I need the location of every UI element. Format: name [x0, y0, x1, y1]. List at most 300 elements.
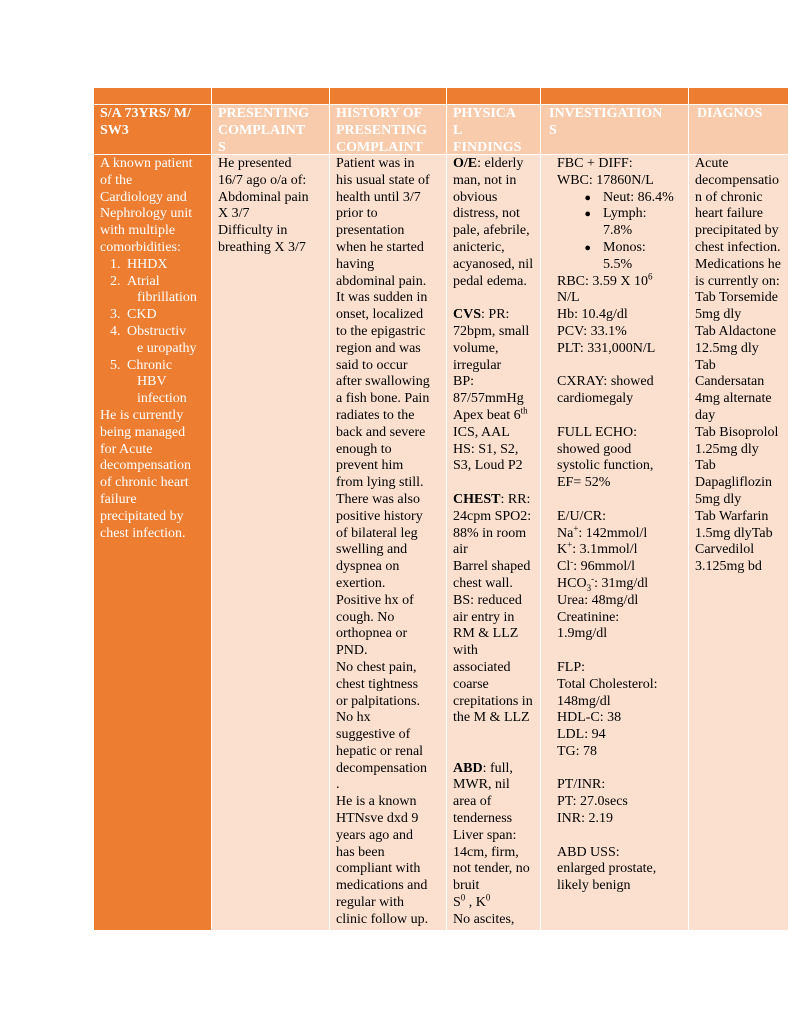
text-line — [557, 845, 682, 862]
text-line — [453, 542, 534, 559]
text-line — [336, 324, 440, 341]
line-text: FULL ECHO: — [557, 424, 637, 440]
text-line — [557, 794, 682, 811]
line-text: BP: — [453, 374, 475, 390]
text-line — [100, 240, 205, 257]
line-text: years ago and — [336, 827, 413, 843]
text-line — [453, 173, 534, 190]
column-body — [212, 156, 329, 257]
list-number: 5. — [110, 357, 121, 373]
text-line — [336, 593, 440, 610]
line-text: or palpitations. — [336, 693, 420, 709]
header-band — [541, 88, 688, 105]
column-history-of-presenting-complaint — [330, 88, 447, 930]
text-line — [100, 206, 205, 223]
line-text: compliant with — [336, 861, 421, 877]
text-line — [336, 610, 440, 627]
line-text: Tab Torsemide — [695, 290, 778, 306]
text-line — [557, 539, 682, 559]
text-line — [557, 442, 682, 459]
text-line — [336, 290, 440, 307]
line-text: K — [557, 542, 568, 558]
text-line — [100, 156, 205, 173]
text-line — [100, 290, 205, 307]
text-line — [218, 190, 323, 207]
text-line — [453, 492, 534, 509]
line-text: LDL: 94 — [557, 727, 606, 743]
line-text: dyspnea on — [336, 559, 400, 575]
superscript: - — [570, 556, 574, 567]
line-text: comorbidities: — [100, 239, 181, 255]
line-text: prior to — [336, 206, 378, 222]
text-line — [218, 240, 323, 257]
line-text: said to occur — [336, 357, 408, 373]
superscript: + — [567, 539, 573, 550]
text-line — [453, 374, 534, 391]
column-body — [94, 156, 211, 542]
line-text: is currently on: — [695, 273, 780, 289]
line-text: breathing X 3/7 — [218, 239, 306, 255]
superscript: 0 — [460, 892, 466, 903]
line-text: HDL-C: 38 — [557, 710, 622, 726]
text-line — [453, 156, 534, 173]
line-text: with — [453, 643, 478, 659]
text-line — [557, 694, 682, 711]
line-text: S — [453, 895, 461, 911]
line-text: 5mg dly — [695, 307, 742, 323]
text-line — [557, 777, 682, 794]
line-text: chest wall. — [453, 575, 513, 591]
line-text: a fish bone. Pain — [336, 391, 430, 407]
line-text: hepatic or renal — [336, 743, 424, 759]
line-text: radiates to the — [336, 407, 415, 423]
text-line — [695, 290, 782, 307]
line-text: Patient was in — [336, 156, 415, 171]
text-line — [695, 173, 782, 190]
line-text: chest infection. — [695, 239, 781, 255]
column-header-text: SW3 — [100, 122, 129, 138]
text-line — [557, 573, 682, 593]
text-line — [695, 559, 782, 576]
column-patient — [94, 88, 212, 930]
line-text: decompensation — [336, 760, 427, 776]
blank-line — [557, 761, 682, 778]
text-line — [453, 274, 534, 291]
line-text: for Acute — [100, 441, 153, 457]
line-text: HCO — [557, 575, 587, 591]
line-text: INR: 2.19 — [557, 811, 613, 827]
bullet-list-item — [557, 240, 682, 257]
line-text: Na — [557, 525, 574, 541]
text-line — [336, 274, 440, 291]
text-line — [453, 240, 534, 257]
line-text: having — [336, 256, 375, 272]
superscript: - — [591, 573, 595, 584]
line-text: systolic function, — [557, 458, 654, 474]
line-text: 1.5mg dlyTab — [695, 525, 773, 541]
text-line — [453, 610, 534, 627]
line-text: , K — [465, 895, 486, 911]
text-line — [336, 811, 440, 828]
line-text: crepitations in — [453, 693, 533, 709]
line-text: back and severe — [336, 424, 426, 440]
text-line — [100, 223, 205, 240]
line-text: likely benign — [557, 878, 631, 894]
line-text: RBC: 3.59 X 10 — [557, 273, 649, 289]
text-line — [453, 425, 534, 442]
line-text: : 96mmol/l — [573, 559, 636, 575]
line-text: medications and — [336, 878, 428, 894]
blank-line — [557, 408, 682, 425]
line-text: exertion. — [336, 575, 386, 591]
section-label: CHEST — [453, 491, 501, 507]
column-header — [541, 105, 688, 155]
text-line — [100, 341, 205, 358]
text-line — [453, 206, 534, 223]
text-line — [336, 727, 440, 744]
text-line — [695, 408, 782, 425]
text-line — [453, 324, 534, 341]
line-text: : full, — [482, 760, 513, 776]
text-line — [453, 828, 534, 845]
line-text: Acute — [695, 156, 729, 171]
blank-line — [557, 358, 682, 375]
column-header-text: S — [218, 139, 226, 155]
line-text: Chronic — [127, 357, 173, 373]
line-text: Cl — [557, 559, 571, 575]
blank-line — [453, 290, 534, 307]
superscript: th — [520, 405, 528, 416]
text-line — [100, 190, 205, 207]
line-text: after swallowing — [336, 374, 430, 390]
text-line — [695, 492, 782, 509]
text-line — [695, 257, 782, 274]
line-text: PND. — [336, 643, 368, 659]
line-text: No hx — [336, 710, 371, 726]
text-line — [453, 526, 534, 543]
line-text: 87/57mmHg — [453, 391, 524, 407]
text-line — [557, 677, 682, 694]
text-line — [336, 526, 440, 543]
line-text: Tab Bisoprolol — [695, 424, 779, 440]
line-text: distress, not — [453, 206, 520, 222]
text-line — [557, 270, 682, 291]
line-text: Barrel shaped — [453, 559, 531, 575]
line-text: bruit — [453, 878, 480, 894]
column-header — [689, 105, 788, 155]
text-line — [336, 828, 440, 845]
line-text: chest tightness — [336, 676, 419, 692]
column-investigations — [541, 88, 689, 930]
line-text: air — [453, 542, 468, 558]
blank-line — [557, 643, 682, 660]
text-line — [557, 811, 682, 828]
line-text: 72bpm, small — [453, 323, 530, 339]
line-text: FLP: — [557, 659, 586, 675]
column-header — [94, 105, 211, 155]
text-line — [453, 777, 534, 794]
line-text: associated — [453, 659, 511, 675]
text-line — [557, 744, 682, 761]
list-number: 3. — [110, 307, 121, 323]
text-line — [557, 522, 682, 543]
line-text: orthopnea or — [336, 626, 408, 642]
line-text: enough to — [336, 441, 392, 457]
text-line — [557, 593, 682, 610]
text-line — [218, 206, 323, 223]
line-text: RM & LLZ — [453, 626, 519, 642]
line-text: fibrillation — [137, 290, 197, 306]
text-line — [336, 878, 440, 895]
text-line — [695, 475, 782, 492]
line-text: 88% in room — [453, 525, 527, 541]
line-text: PLT: 331,000N/L — [557, 340, 656, 356]
text-line — [695, 391, 782, 408]
column-header-text: COMPLAINT — [336, 139, 424, 155]
text-line — [336, 408, 440, 425]
line-text: : 142mmol/l — [578, 525, 648, 541]
column-body — [447, 156, 540, 929]
line-text: There was also — [336, 491, 420, 507]
line-text: Lymph: — [603, 206, 647, 222]
line-text: Cardiology and — [100, 189, 187, 205]
line-text: obvious — [453, 189, 498, 205]
header-band — [689, 88, 788, 105]
bullet-list-item — [557, 190, 682, 207]
text-line — [453, 861, 534, 878]
line-text: 1.9mg/dl — [557, 626, 608, 642]
section-label: CVS — [453, 307, 482, 323]
text-line — [695, 206, 782, 223]
line-text: precipitated by — [695, 223, 779, 239]
line-text: Hb: 10.4g/dl — [557, 307, 628, 323]
text-line — [336, 374, 440, 391]
list-number: 2. — [110, 273, 121, 289]
text-line — [336, 777, 440, 794]
line-text: infection — [137, 391, 187, 407]
text-line — [557, 878, 682, 895]
column-physical-findings — [447, 88, 541, 930]
text-line — [695, 526, 782, 543]
blank-line — [557, 828, 682, 845]
text-line — [557, 391, 682, 408]
text-line — [453, 559, 534, 576]
text-line — [453, 358, 534, 375]
text-line — [100, 442, 205, 459]
column-header — [212, 105, 329, 155]
numbered-list-item — [100, 257, 205, 274]
line-text: failure — [100, 491, 137, 507]
text-line — [218, 156, 323, 173]
numbered-list-item — [100, 324, 205, 341]
blank-line — [453, 727, 534, 744]
line-text: 1.25mg dly — [695, 441, 759, 457]
line-text: positive history — [336, 508, 423, 524]
line-text: Positive hx of — [336, 592, 414, 608]
text-line — [557, 727, 682, 744]
text-line — [336, 391, 440, 408]
line-text: air entry in — [453, 609, 515, 625]
text-line — [336, 660, 440, 677]
line-text: BS: reduced — [453, 592, 522, 608]
text-line — [100, 173, 205, 190]
line-text: when he started — [336, 239, 424, 255]
line-text: 5mg dly — [695, 491, 742, 507]
line-text: Atrial — [127, 273, 160, 289]
line-text: Total Cholesterol: — [557, 676, 658, 692]
line-text: ICS, AAL — [453, 424, 510, 440]
line-text: chest infection. — [100, 525, 186, 541]
superscript: 6 — [648, 270, 653, 281]
text-line — [453, 626, 534, 643]
text-line — [336, 156, 440, 173]
text-line — [557, 257, 682, 274]
line-text: to the epigastric — [336, 323, 426, 339]
line-text: : PR: — [481, 307, 510, 323]
blank-line — [557, 492, 682, 509]
text-line — [100, 475, 205, 492]
line-text: Tab — [695, 458, 716, 474]
text-line — [336, 861, 440, 878]
column-header-text: S/A 73YRS/ M/ — [100, 106, 192, 121]
text-line — [557, 458, 682, 475]
line-text: Medications he — [695, 256, 781, 272]
line-text: : elderly — [477, 156, 524, 171]
line-text: CKD — [127, 307, 157, 323]
line-text: PT/INR: — [557, 777, 606, 793]
line-text: Carvedilol — [695, 542, 755, 558]
text-line — [695, 223, 782, 240]
column-presenting-complaints — [212, 88, 330, 930]
text-line — [100, 509, 205, 526]
column-header-text: PHYSICA — [453, 106, 517, 121]
text-line — [453, 442, 534, 459]
text-line — [453, 341, 534, 358]
line-text: abdominal pain. — [336, 273, 427, 289]
line-text: PCV: 33.1% — [557, 323, 627, 339]
line-text: E/U/CR: — [557, 508, 607, 524]
text-line — [557, 324, 682, 341]
text-line — [100, 391, 205, 408]
line-text: FBC + DIFF: — [557, 156, 633, 171]
line-text: clinic follow up. — [336, 911, 429, 927]
line-text: enlarged prostate, — [557, 861, 657, 877]
text-line — [336, 240, 440, 257]
header-band — [212, 88, 329, 105]
text-line — [336, 458, 440, 475]
line-text: TG: 78 — [557, 743, 598, 759]
text-line — [218, 223, 323, 240]
text-line — [695, 442, 782, 459]
text-line — [336, 223, 440, 240]
text-line — [453, 576, 534, 593]
line-text: cough. No — [336, 609, 395, 625]
text-line — [336, 677, 440, 694]
text-line — [336, 341, 440, 358]
text-line — [453, 257, 534, 274]
line-text: the M & LLZ — [453, 710, 530, 726]
superscript: + — [573, 522, 579, 533]
text-line — [557, 861, 682, 878]
line-text: 148mg/dl — [557, 693, 611, 709]
line-text: EF= 52% — [557, 475, 611, 491]
text-line — [336, 912, 440, 929]
line-text: S3, Loud P2 — [453, 458, 523, 474]
blank-line — [453, 475, 534, 492]
column-header — [447, 105, 540, 155]
text-line — [557, 341, 682, 358]
text-line — [336, 358, 440, 375]
line-text: 12.5mg dly — [695, 340, 759, 356]
line-text: presentation — [336, 223, 405, 239]
text-line — [695, 509, 782, 526]
text-line — [336, 257, 440, 274]
line-text: 3.125mg bd — [695, 559, 762, 575]
line-text: He presented — [218, 156, 292, 171]
line-text: tenderness — [453, 811, 513, 827]
line-text: Urea: 48mg/dl — [557, 592, 639, 608]
line-text: showed good — [557, 441, 632, 457]
column-header-text: FINDINGS — [453, 139, 522, 155]
text-line — [453, 794, 534, 811]
line-text: Neut: 86.4% — [603, 189, 674, 205]
line-text: precipitated by — [100, 508, 184, 524]
line-text: 16/7 ago o/a of: — [218, 172, 307, 188]
line-text: N/L — [557, 290, 580, 306]
line-text: . — [336, 777, 340, 793]
text-line — [695, 341, 782, 358]
text-line — [557, 710, 682, 727]
column-header-text: PRESENTING — [336, 122, 428, 138]
clinical-case-table — [94, 88, 781, 930]
text-line — [336, 190, 440, 207]
line-text: man, not in — [453, 172, 517, 188]
text-line — [336, 643, 440, 660]
line-text: : 31mg/dl — [594, 575, 649, 591]
line-text: being managed — [100, 424, 186, 440]
numbered-list-item — [100, 307, 205, 324]
text-line — [336, 206, 440, 223]
line-text: Difficulty in — [218, 223, 288, 239]
header-band — [94, 88, 211, 105]
text-line — [453, 643, 534, 660]
text-line — [695, 190, 782, 207]
bullet-icon: ● — [584, 191, 591, 204]
line-text: WBC: 17860N/L — [557, 172, 654, 188]
text-line — [336, 794, 440, 811]
text-line — [557, 556, 682, 576]
text-line — [695, 307, 782, 324]
line-text: heart failure — [695, 206, 764, 222]
line-text: anicteric, — [453, 239, 505, 255]
text-line — [336, 626, 440, 643]
text-line — [336, 307, 440, 324]
line-text: Tab Warfarin — [695, 508, 769, 524]
line-text: health until 3/7 — [336, 189, 421, 205]
line-text: with multiple — [100, 223, 176, 239]
text-line — [557, 223, 682, 240]
line-text: region and was — [336, 340, 421, 356]
text-line — [453, 710, 534, 727]
text-line — [557, 290, 682, 307]
line-text: HS: S1, S2, — [453, 441, 519, 457]
line-text: Candersatan — [695, 374, 765, 390]
line-text: HHDX — [127, 256, 168, 272]
superscript: 0 — [485, 892, 491, 903]
line-text: HBV — [137, 374, 167, 390]
text-line — [557, 475, 682, 492]
text-line — [100, 492, 205, 509]
